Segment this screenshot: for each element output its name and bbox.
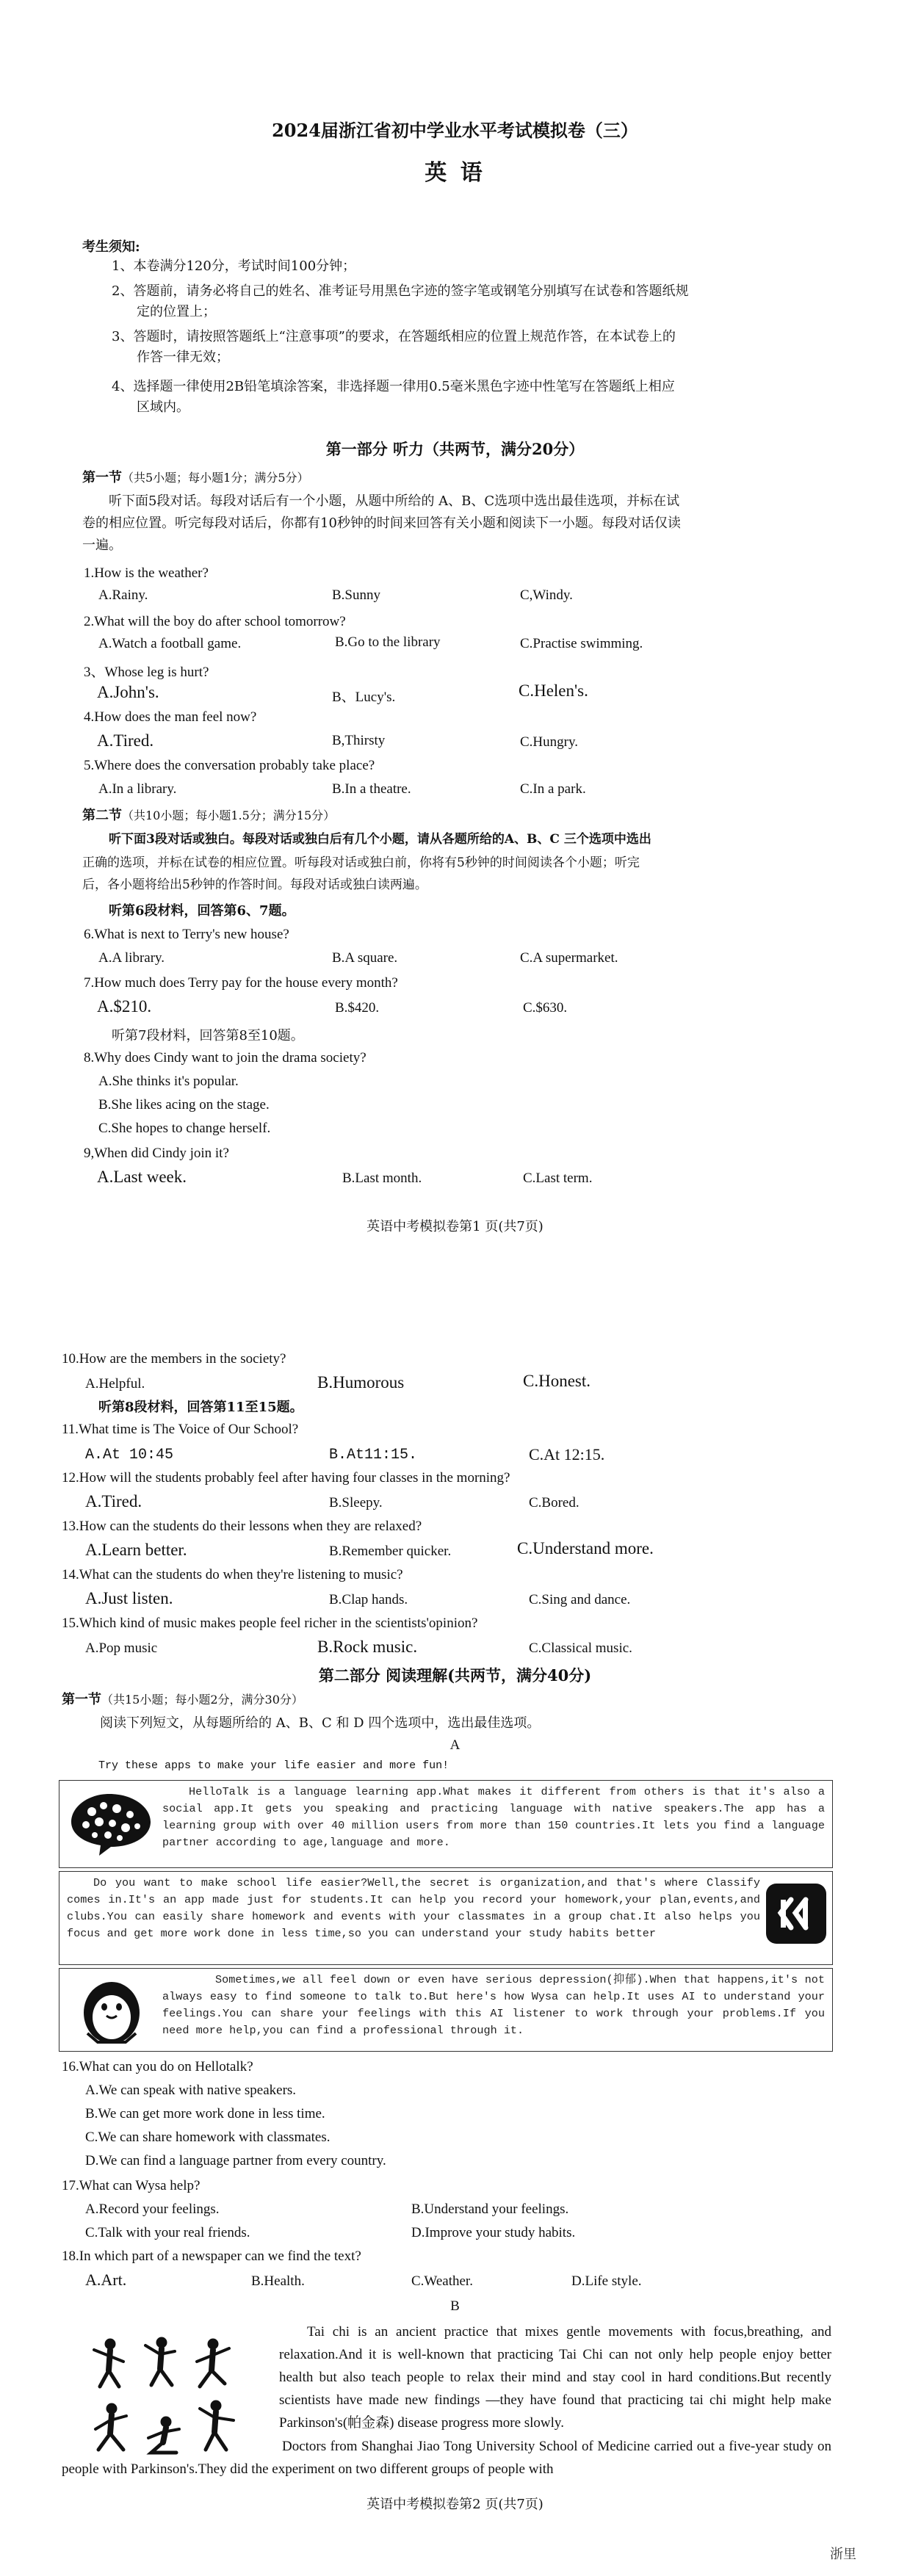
question-stem: 11.What time is The Voice of Our School? xyxy=(62,1422,299,1437)
section-meta: （共5小题；每小题1分；满分5分） xyxy=(122,471,309,485)
option-a: A.A library. xyxy=(98,950,165,966)
option-c: C.Bored. xyxy=(529,1495,579,1510)
instruction-line: 听下面3段对话或独白。每段对话或独白后有几个小题，请从各题所给的A、B、C 三个选项中选出 xyxy=(109,832,651,847)
question-stem: 4.How does the man feel now? xyxy=(84,709,257,725)
notice-item: 1、本卷满分120分，考试时间100分钟； xyxy=(112,258,356,274)
question-stem: 7.How much does Terry pay for the house every month? xyxy=(84,975,398,991)
option-c: C.Weather. xyxy=(411,2273,473,2289)
option-b: B.Humorous xyxy=(317,1373,405,1392)
passage-paragraph: Doctors from Shanghai Jiao Tong University School of Medicine carried out a five-year study on people with Parkinson's.They did the experiment on two different groups of people with xyxy=(62,2439,831,2477)
option-a: A.At 10:45 xyxy=(85,1447,174,1464)
material-note: 听第7段材料，回答第8至10题。 xyxy=(112,1028,304,1043)
option-b: B.$420. xyxy=(335,1000,380,1016)
app-description: Do you want to make school life easier?Well,the secret is organization,and that's where Classify comes in.It's an app made just for students.It can help you record your homework,your plan,events,and clubs.You can easily share homework and events with your classmates in a group chat.It also helps you focus and get more work done in less time,so you can understand your study habits better xyxy=(67,1876,760,1940)
question-stem: 8.Why does Cindy want to join the drama society? xyxy=(84,1050,366,1066)
notice-item: 作答一律无效； xyxy=(137,350,229,365)
app-card-hellotalk xyxy=(59,1780,833,1868)
part2-title: 第二部分 阅读理解(共两节，满分40分) xyxy=(318,1666,592,1685)
option-b: B.Understand your feelings. xyxy=(411,2201,569,2217)
question-stem: 18.In which part of a newspaper can we find the text? xyxy=(62,2248,361,2264)
classify-logo-icon xyxy=(765,1882,828,1945)
material-note: 听第6段材料，回答第6、7题。 xyxy=(109,903,295,919)
option-c: C.Sing and dance. xyxy=(529,1592,631,1607)
corner-mark: 浙里 xyxy=(830,2547,856,2562)
option-d: D.We can find a language partner from every country. xyxy=(85,2153,386,2168)
option-b: B.Sunny xyxy=(332,587,380,603)
option-c: C.A supermarket. xyxy=(520,950,618,966)
option-b: B.Last month. xyxy=(342,1171,422,1186)
option-a: A.Tired. xyxy=(85,1492,142,1510)
instruction-line: 阅读下列短文，从每题所给的 A、B、C 和 D 四个选项中，选出最佳选项。 xyxy=(100,1715,541,1731)
instruction-line: 卷的相应位置。听完每段对话后，你都有10秒钟的时间来回答有关小题和阅读下一小题。每段对话仅读 xyxy=(82,515,681,531)
option-a: A.$210. xyxy=(97,997,152,1016)
section-heading: 第二节 xyxy=(82,808,122,823)
option-b: B,Thirsty xyxy=(332,733,386,748)
option-b: B.At11:15. xyxy=(329,1447,418,1464)
passage-label: A xyxy=(449,1737,461,1753)
question-stem: 10.How are the members in the society? xyxy=(62,1351,286,1367)
option-a: A.Just listen. xyxy=(85,1589,173,1607)
option-a: A.She thinks it's popular. xyxy=(98,1074,239,1089)
part1-title: 第一部分 听力（共两节，满分20分） xyxy=(325,440,585,458)
page-footer: 英语中考模拟卷第2 页(共7页) xyxy=(366,2497,544,2512)
hellotalk-logo-icon xyxy=(65,1788,155,1857)
option-a: A.Learn better. xyxy=(85,1541,187,1559)
notice-item: 4、选择题一律使用2B铅笔填涂答案，非选择题一律用0.5毫米黑色字迹中性笔写在答题纸上相应 xyxy=(112,379,675,394)
passage-label: B xyxy=(450,2298,460,2314)
option-c: C.Last term. xyxy=(523,1171,593,1186)
option-b: B.She likes acing on the stage. xyxy=(98,1097,270,1112)
instruction-line: 后，各小题将给出5秒钟的作答时间。每段对话或独白读两遍。 xyxy=(82,878,427,892)
app-description: Sometimes,we all feel down or even have serious depression(抑郁).When that happens,it's not always easy to find someone to talk to.But here's how Wysa can help.It uses AI to understand your feelings.You can share your feelings with this AI listener to work through your problems.If you need more help,you can find a professional through it. xyxy=(162,1973,825,2037)
notice-heading: 考生须知: xyxy=(82,239,140,255)
option-c: C.Classical music. xyxy=(529,1640,632,1656)
section-heading: 第一节 xyxy=(82,470,122,485)
question-stem: 17.What can Wysa help? xyxy=(62,2178,201,2193)
notice-item: 3、答题时，请按照答题纸上“注意事项”的要求，在答题纸相应的位置上规范作答，在本试卷上的 xyxy=(112,329,676,344)
exam-title: 2024届浙江省初中学业水平考试模拟卷（三） xyxy=(272,120,638,141)
app-card-wysa xyxy=(59,1968,833,2052)
option-c: C.Practise swimming. xyxy=(520,636,643,651)
section2-header xyxy=(82,805,335,824)
instruction-line: 一遍。 xyxy=(82,538,122,553)
question-stem: 2.What will the boy do after school tomorrow? xyxy=(84,614,346,629)
option-b: B.Health. xyxy=(251,2273,305,2289)
notice-item: 区域内。 xyxy=(137,399,189,415)
question-stem: 5.Where does the conversation probably take place? xyxy=(84,758,375,773)
notice-item: 定的位置上； xyxy=(137,304,216,319)
option-c: C.In a park. xyxy=(520,781,586,797)
section1-header xyxy=(82,467,309,486)
instruction-line: 听下面5段对话。每段对话后有一个小题，从题中所给的 A、B、C选项中选出最佳选项，并标在试 xyxy=(109,493,680,509)
app-description: HelloTalk is a language learning app.What makes it different from others is that it's also a social app.It gets you speaking and practicing language with native speakers.The app has a learning group with over 40 million users from more than 150 countries.It lets you find a language partner according to age,language and more. xyxy=(162,1785,825,1849)
notice-item: 2、答题前，请务必将自己的姓名、准考证号用黑色字迹的签字笔或钢笔分别填写在试卷和答题纸规 xyxy=(112,283,689,299)
option-b: B.Rock music. xyxy=(317,1638,418,1656)
option-a: A.Watch a football game. xyxy=(98,636,242,651)
option-a: A.Last week. xyxy=(97,1168,187,1186)
option-d: D.Improve your study habits. xyxy=(411,2225,576,2240)
option-c: C.She hopes to change herself. xyxy=(98,1121,271,1136)
option-a: A.Art. xyxy=(85,2271,127,2289)
option-a: A.Pop music xyxy=(85,1640,158,1656)
option-b: B、Lucy's. xyxy=(332,690,396,705)
option-c: C.$630. xyxy=(523,1000,568,1016)
question-stem: 15.Which kind of music makes people feel richer in the scientists'opinion? xyxy=(62,1616,478,1631)
option-b: B.In a theatre. xyxy=(332,781,411,797)
section-heading: 第一节 xyxy=(62,1692,101,1707)
question-stem: 6.What is next to Terry's new house? xyxy=(84,927,289,942)
section-meta: （共10小题；每小题1.5分；满分15分） xyxy=(122,808,336,822)
question-stem: 1.How is the weather? xyxy=(84,565,209,581)
page-footer: 英语中考模拟卷第1 页(共7页) xyxy=(366,1219,544,1234)
option-c: C.Talk with your real friends. xyxy=(85,2225,250,2240)
option-a: A.Tired. xyxy=(97,731,154,750)
option-a: A.In a library. xyxy=(98,781,177,797)
option-a: A.We can speak with native speakers. xyxy=(85,2083,297,2098)
passage-intro: Try these apps to make your life easier and more fun! xyxy=(98,1759,449,1772)
option-c: C.Hungry. xyxy=(520,734,578,750)
option-b: B.Remember quicker. xyxy=(329,1544,452,1559)
question-stem: 13.How can the students do their lessons when they are relaxed? xyxy=(62,1519,422,1534)
option-b: B.We can get more work done in less time. xyxy=(85,2106,325,2121)
option-b: B.Go to the library xyxy=(335,634,441,650)
material-note: 听第8段材料，回答第11至15题。 xyxy=(98,1400,303,1415)
question-stem: 3、Whose leg is hurt? xyxy=(84,665,209,680)
question-stem: 14.What can the students do when they're listening to music? xyxy=(62,1567,403,1582)
section1-header xyxy=(62,1689,303,1708)
app-card-classify xyxy=(59,1871,833,1965)
option-c: C.Helen's. xyxy=(519,681,588,700)
option-c: C.We can share homework with classmates. xyxy=(85,2130,331,2145)
option-d: D.Life style. xyxy=(571,2273,642,2289)
option-b: B.Clap hands. xyxy=(329,1592,408,1607)
question-stem: 12.How will the students probably feel after having four classes in the morning? xyxy=(62,1470,510,1486)
option-a: A.Helpful. xyxy=(85,1376,145,1392)
option-b: B.Sleepy. xyxy=(329,1495,383,1510)
passage-paragraph: Tai chi is an ancient practice that mixes gentle movements with focus,breathing, and relaxation.And it is well-known that practicing Tai Chi can not only help people enjoy better health but also teach people to relax their mind and stay cool in hard conditions.But recently scientists have made new findings —they have found that practicing tai chi might help make Parkinson's(帕金森) disease progress more slowly. xyxy=(279,2324,831,2431)
instruction-line: 正确的选项，并标在试卷的相应位置。听每段对话或独白前，你将有5秒钟的时间阅读各个小题；听完 xyxy=(82,855,640,870)
wysa-penguin-icon xyxy=(71,1975,152,2045)
option-a: A.Record your feelings. xyxy=(85,2201,220,2217)
section-meta: （共15小题；每小题2分，满分30分） xyxy=(101,1693,303,1707)
subject-title: 英 语 xyxy=(425,160,485,186)
option-c: C.Honest. xyxy=(523,1372,591,1390)
option-a: A.John's. xyxy=(97,683,159,701)
option-c: C,Windy. xyxy=(520,587,573,603)
question-stem: 9,When did Cindy join it? xyxy=(84,1146,229,1161)
option-c: C.At 12:15. xyxy=(529,1445,605,1464)
option-a: A.Rainy. xyxy=(98,587,148,603)
question-stem: 16.What can you do on Hellotalk? xyxy=(62,2059,253,2074)
option-c: C.Understand more. xyxy=(517,1539,654,1557)
option-b: B.A square. xyxy=(332,950,398,966)
